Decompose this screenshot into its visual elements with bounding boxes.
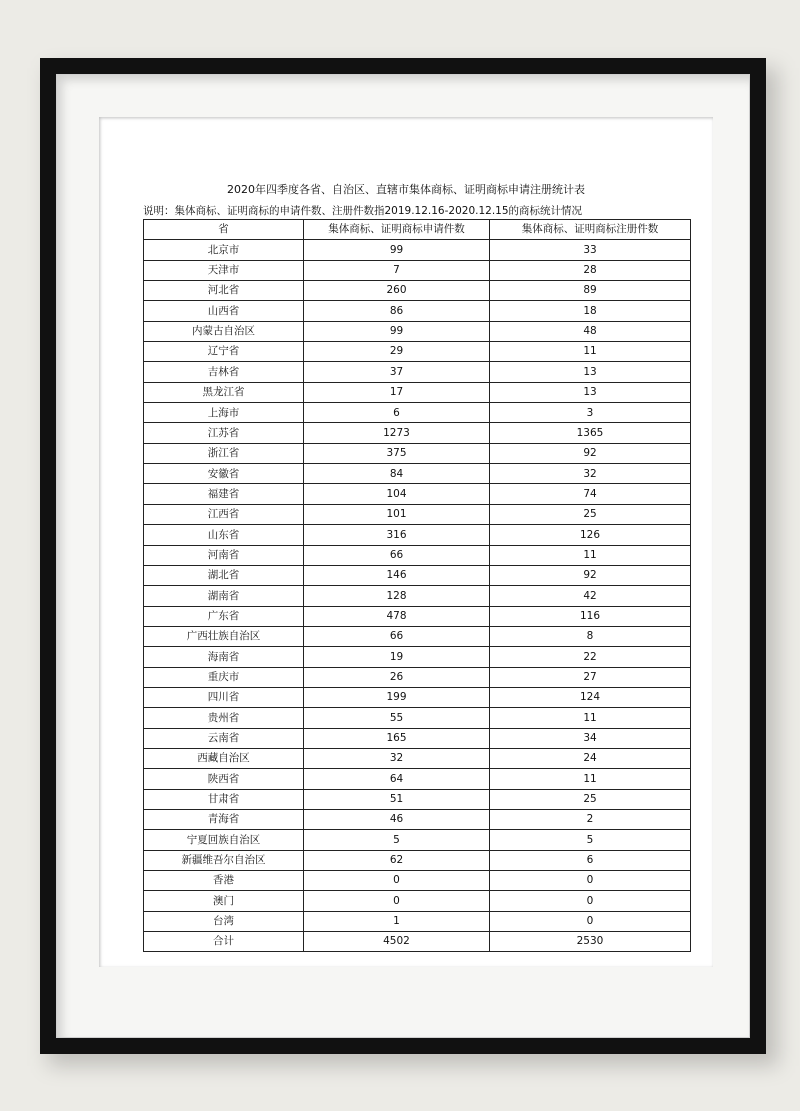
province-cell: 天津市 [144, 260, 304, 280]
applications-cell: 37 [304, 362, 490, 382]
registrations-cell: 28 [490, 260, 691, 280]
registrations-cell: 13 [490, 362, 691, 382]
applications-cell: 17 [304, 382, 490, 402]
province-cell: 云南省 [144, 728, 304, 748]
table-row [144, 321, 691, 341]
table-row [144, 525, 691, 545]
table-row [144, 687, 691, 707]
applications-cell: 165 [304, 728, 490, 748]
registrations-cell: 116 [490, 606, 691, 626]
applications-cell: 84 [304, 464, 490, 484]
applications-cell: 32 [304, 748, 490, 768]
province-cell: 吉林省 [144, 362, 304, 382]
registrations-cell: 0 [490, 871, 691, 891]
registrations-cell: 89 [490, 281, 691, 301]
table-row [144, 382, 691, 402]
applications-cell: 128 [304, 586, 490, 606]
province-cell: 湖北省 [144, 565, 304, 585]
applications-cell: 55 [304, 708, 490, 728]
province-cell: 湖南省 [144, 586, 304, 606]
table-body [144, 240, 691, 952]
province-cell: 澳门 [144, 891, 304, 911]
table-row [144, 586, 691, 606]
applications-cell: 199 [304, 687, 490, 707]
province-cell: 上海市 [144, 403, 304, 423]
applications-cell: 86 [304, 301, 490, 321]
province-cell: 内蒙古自治区 [144, 321, 304, 341]
table-row [144, 464, 691, 484]
registrations-cell: 18 [490, 301, 691, 321]
registrations-cell: 32 [490, 464, 691, 484]
applications-cell: 146 [304, 565, 490, 585]
applications-cell: 5 [304, 830, 490, 850]
applications-cell: 29 [304, 342, 490, 362]
table-row [144, 891, 691, 911]
registrations-cell: 34 [490, 728, 691, 748]
applications-cell: 26 [304, 667, 490, 687]
table-row [144, 342, 691, 362]
header-province: 省 [144, 220, 304, 240]
registrations-cell: 8 [490, 626, 691, 646]
table-row [144, 260, 691, 280]
province-cell: 重庆市 [144, 667, 304, 687]
registrations-cell: 5 [490, 830, 691, 850]
registrations-cell: 1365 [490, 423, 691, 443]
table-row [144, 809, 691, 829]
registrations-cell: 22 [490, 647, 691, 667]
registrations-cell: 25 [490, 504, 691, 524]
table-row [144, 830, 691, 850]
header-applications: 集体商标、证明商标申请件数 [304, 220, 490, 240]
registrations-cell: 48 [490, 321, 691, 341]
table-row [144, 504, 691, 524]
table-row [144, 911, 691, 931]
applications-cell: 4502 [304, 932, 490, 952]
registrations-cell: 11 [490, 769, 691, 789]
province-cell: 江苏省 [144, 423, 304, 443]
province-cell: 甘肃省 [144, 789, 304, 809]
applications-cell: 6 [304, 403, 490, 423]
province-cell: 海南省 [144, 647, 304, 667]
table-row [144, 443, 691, 463]
registrations-cell: 11 [490, 708, 691, 728]
table-row [144, 423, 691, 443]
registrations-cell: 92 [490, 443, 691, 463]
applications-cell: 66 [304, 626, 490, 646]
registrations-cell: 0 [490, 911, 691, 931]
registrations-cell: 74 [490, 484, 691, 504]
applications-cell: 7 [304, 260, 490, 280]
province-cell: 广东省 [144, 606, 304, 626]
document-note: 说明：集体商标、证明商标的申请件数、注册件数指2019.12.16-2020.12.15的商标统计情况 [143, 205, 583, 217]
province-cell: 辽宁省 [144, 342, 304, 362]
applications-cell: 99 [304, 240, 490, 260]
registrations-cell: 3 [490, 403, 691, 423]
province-cell: 台湾 [144, 911, 304, 931]
province-cell: 黑龙江省 [144, 382, 304, 402]
table-row [144, 789, 691, 809]
registrations-cell: 42 [490, 586, 691, 606]
applications-cell: 51 [304, 789, 490, 809]
province-cell: 合计 [144, 932, 304, 952]
applications-cell: 99 [304, 321, 490, 341]
table-row [144, 850, 691, 870]
province-cell: 四川省 [144, 687, 304, 707]
registrations-cell: 11 [490, 545, 691, 565]
registrations-cell: 11 [490, 342, 691, 362]
province-cell: 河北省 [144, 281, 304, 301]
registrations-cell: 2530 [490, 932, 691, 952]
table-row [144, 565, 691, 585]
province-cell: 安徽省 [144, 464, 304, 484]
province-cell: 陕西省 [144, 769, 304, 789]
frame-mat [56, 74, 750, 1038]
table-row [144, 626, 691, 646]
applications-cell: 260 [304, 281, 490, 301]
table-row [144, 728, 691, 748]
applications-cell: 1273 [304, 423, 490, 443]
applications-cell: 316 [304, 525, 490, 545]
applications-cell: 478 [304, 606, 490, 626]
province-cell: 浙江省 [144, 443, 304, 463]
province-cell: 北京市 [144, 240, 304, 260]
applications-cell: 375 [304, 443, 490, 463]
table-row [144, 606, 691, 626]
province-cell: 河南省 [144, 545, 304, 565]
registrations-cell: 126 [490, 525, 691, 545]
registrations-cell: 27 [490, 667, 691, 687]
table-row [144, 667, 691, 687]
province-cell: 青海省 [144, 809, 304, 829]
table-row [144, 301, 691, 321]
province-cell: 香港 [144, 871, 304, 891]
applications-cell: 46 [304, 809, 490, 829]
registrations-cell: 124 [490, 687, 691, 707]
applications-cell: 0 [304, 871, 490, 891]
applications-cell: 62 [304, 850, 490, 870]
table-header-row [144, 220, 691, 240]
applications-cell: 66 [304, 545, 490, 565]
table-row [144, 769, 691, 789]
registrations-cell: 92 [490, 565, 691, 585]
applications-cell: 1 [304, 911, 490, 931]
table-row [144, 403, 691, 423]
table-row [144, 932, 691, 952]
registrations-cell: 24 [490, 748, 691, 768]
table-row [144, 708, 691, 728]
table-row [144, 545, 691, 565]
applications-cell: 101 [304, 504, 490, 524]
province-cell: 宁夏回族自治区 [144, 830, 304, 850]
province-cell: 山西省 [144, 301, 304, 321]
statistics-table [143, 219, 691, 952]
registrations-cell: 2 [490, 809, 691, 829]
registrations-cell: 6 [490, 850, 691, 870]
table-row [144, 748, 691, 768]
registrations-cell: 33 [490, 240, 691, 260]
province-cell: 新疆维吾尔自治区 [144, 850, 304, 870]
table-row [144, 240, 691, 260]
applications-cell: 19 [304, 647, 490, 667]
province-cell: 福建省 [144, 484, 304, 504]
table-row [144, 362, 691, 382]
province-cell: 贵州省 [144, 708, 304, 728]
registrations-cell: 25 [490, 789, 691, 809]
applications-cell: 104 [304, 484, 490, 504]
province-cell: 江西省 [144, 504, 304, 524]
registrations-cell: 0 [490, 891, 691, 911]
document-title: 2020年四季度各省、自治区、直辖市集体商标、证明商标申请注册统计表 [227, 183, 585, 196]
province-cell: 山东省 [144, 525, 304, 545]
province-cell: 西藏自治区 [144, 748, 304, 768]
header-registrations: 集体商标、证明商标注册件数 [490, 220, 691, 240]
registrations-cell: 13 [490, 382, 691, 402]
picture-frame [40, 58, 766, 1054]
table-row [144, 484, 691, 504]
province-cell: 广西壮族自治区 [144, 626, 304, 646]
applications-cell: 64 [304, 769, 490, 789]
table-row [144, 281, 691, 301]
applications-cell: 0 [304, 891, 490, 911]
document-sheet [99, 117, 713, 967]
table-row [144, 647, 691, 667]
table-row [144, 871, 691, 891]
